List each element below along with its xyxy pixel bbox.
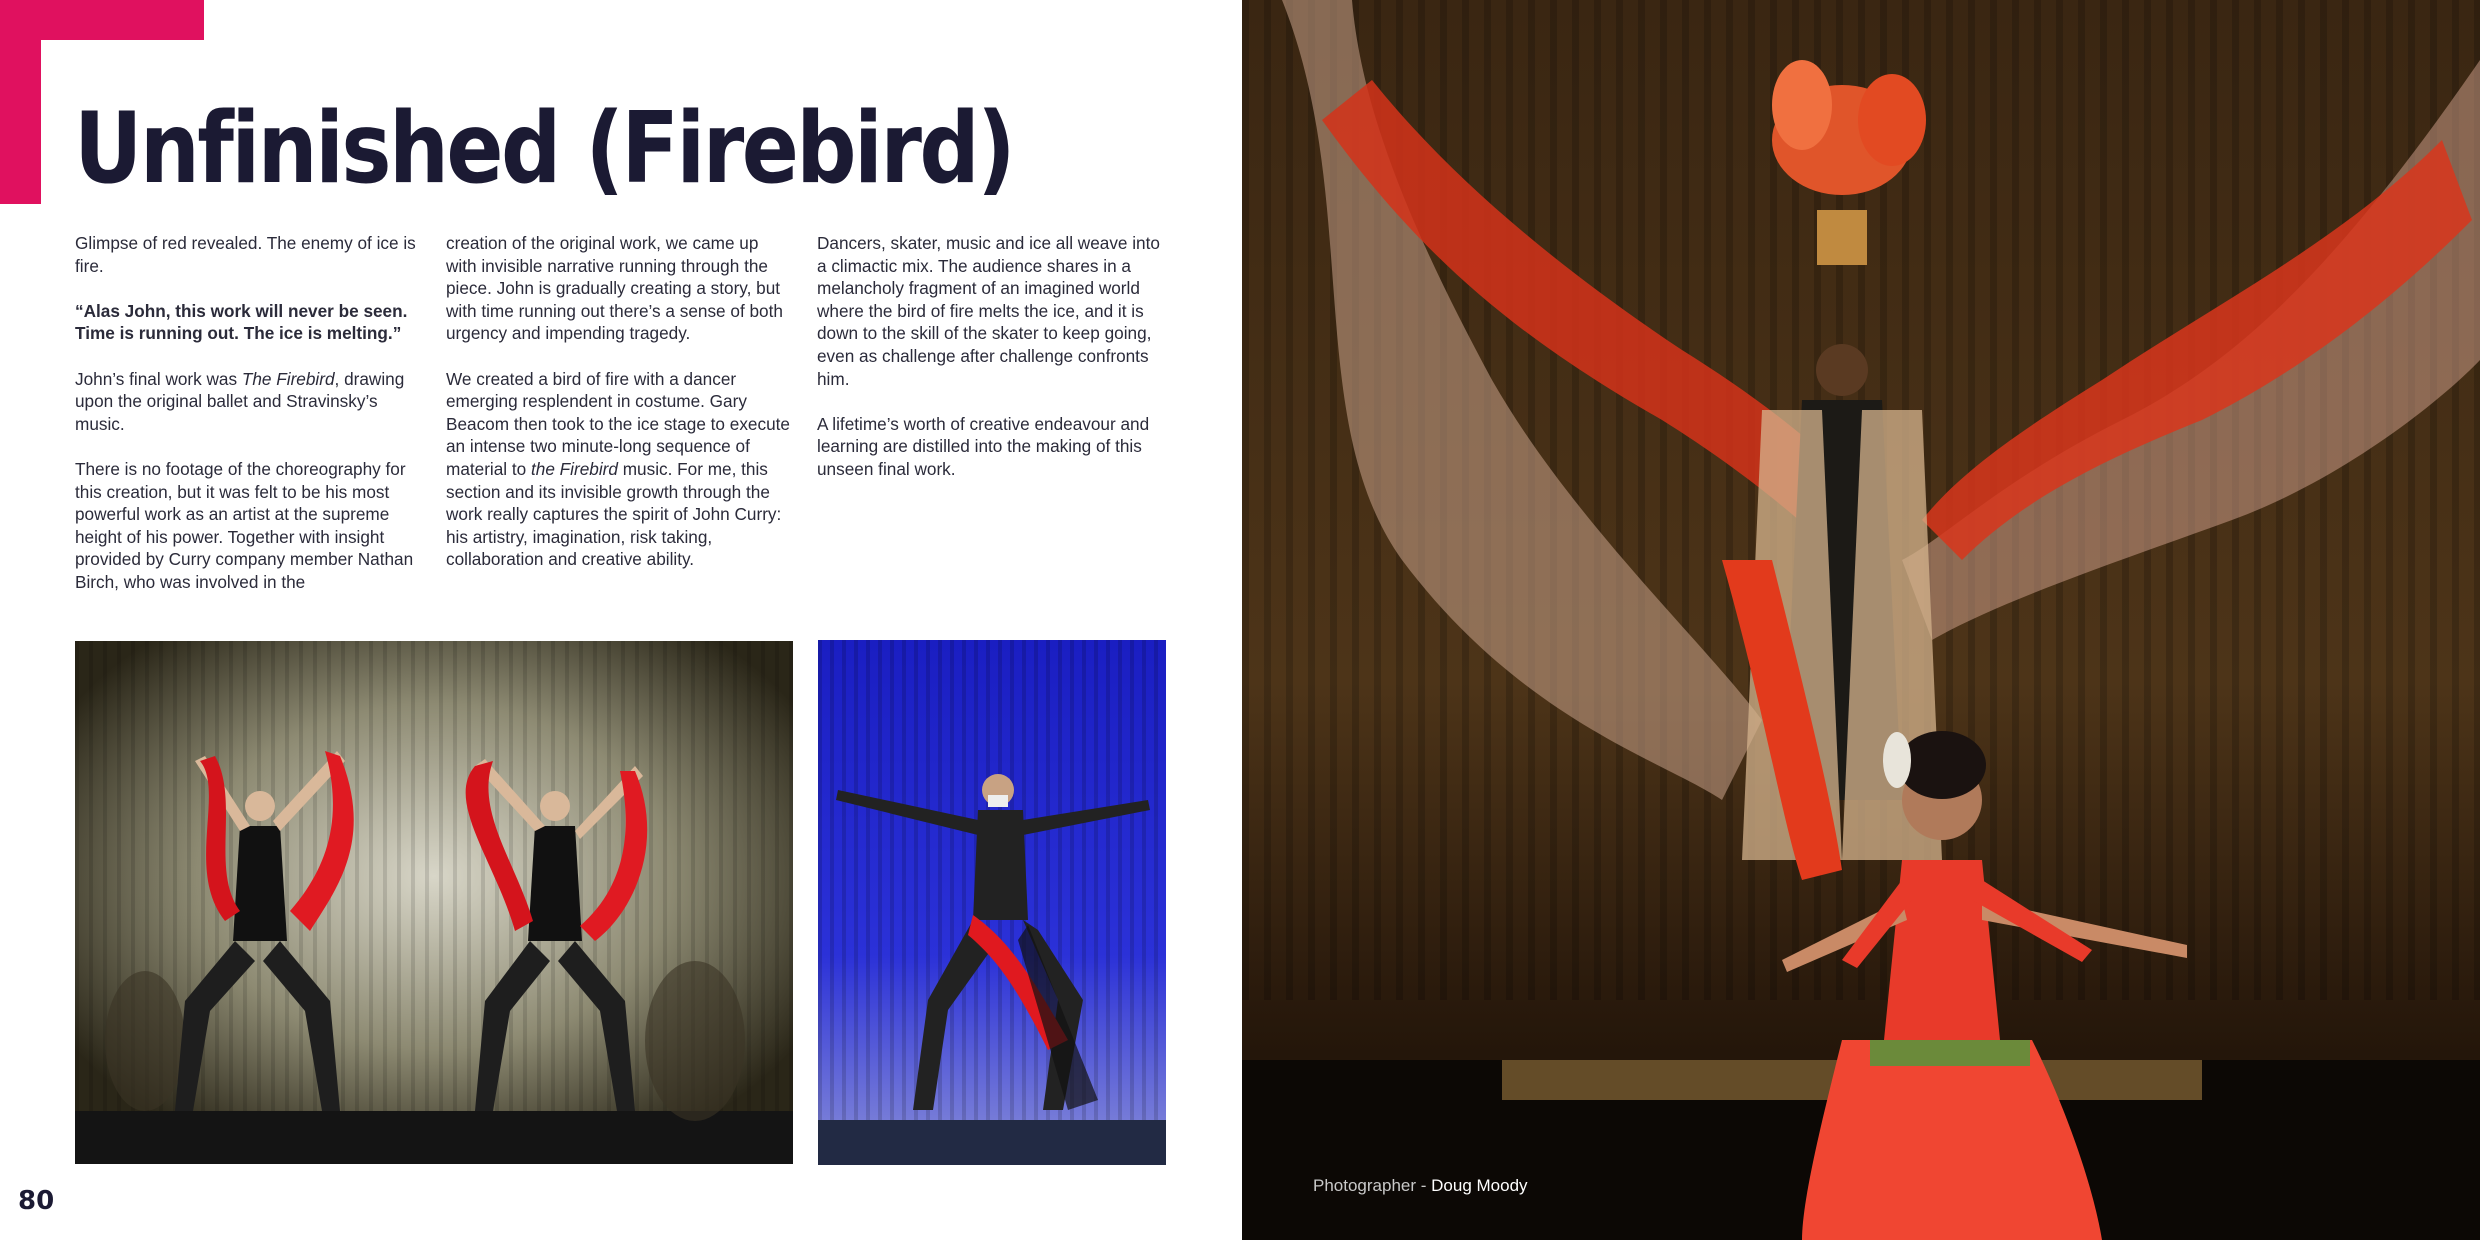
photo-dancers: [75, 641, 793, 1164]
photo-skater: [818, 640, 1166, 1165]
pull-quote: “Alas John, this work will never be seen. Time is running out. The ice is melting.”: [75, 300, 408, 344]
paragraph: creation of the original work, we came up with invisible narrative running through the piece. John is gradually creating a story, but with time running out there’s a sense of both urgency and impending tragedy.: [446, 233, 783, 344]
text-column-3: [817, 232, 1162, 503]
text-column-1: [75, 232, 420, 616]
photographer-name: Doug Moody: [1431, 1176, 1528, 1195]
paragraph: Glimpse of red revealed. The enemy of ice is fire.: [75, 233, 416, 276]
paragraph: A lifetime’s worth of creative endeavour and learning are distilled into the making of this unseen final work.: [817, 413, 1150, 479]
work-title: the Firebird: [531, 458, 618, 479]
accent-bar-side: [0, 0, 41, 204]
page-number: 80: [18, 1186, 55, 1216]
text-column-2: [446, 232, 791, 594]
page-title: Unfinished (Firebird): [74, 92, 1014, 206]
work-title: The Firebird: [241, 368, 335, 389]
photo-credit-right: Photographer - Doug Moody: [1313, 1176, 1528, 1195]
paragraph: There is no footage of the choreography for this creation, but it was felt to be his most powerful work as an artist at the supreme height of his power. Together with insight provided by Curry company member Nathan Birch, who was involved in the: [75, 458, 414, 592]
paragraph: Dancers, skater, music and ice all weave into a climactic mix. The audience shares in a melancholy fragment of an imagined world where the bird of fire melts the ice, and it is down to the skill of the skater to keep going, even as challenge after challenge confronts him.: [817, 233, 1160, 389]
paragraph: We created a bird of fire with a dancer emerging resplendent in costume. Gary Beacom then took to the ice stage to execute an intense two minute-long sequence of material to the Firebird music. For me, this section and its invisible growth through the work really captures the spirit of John Curry: his artistry, imagination, risk taking, collaboration and creative ability.: [446, 368, 790, 570]
paragraph: John’s final work was The Firebird, drawing upon the original ballet and Stravinsky’s music.: [75, 368, 405, 434]
full-page-photo: [1242, 0, 2480, 1240]
